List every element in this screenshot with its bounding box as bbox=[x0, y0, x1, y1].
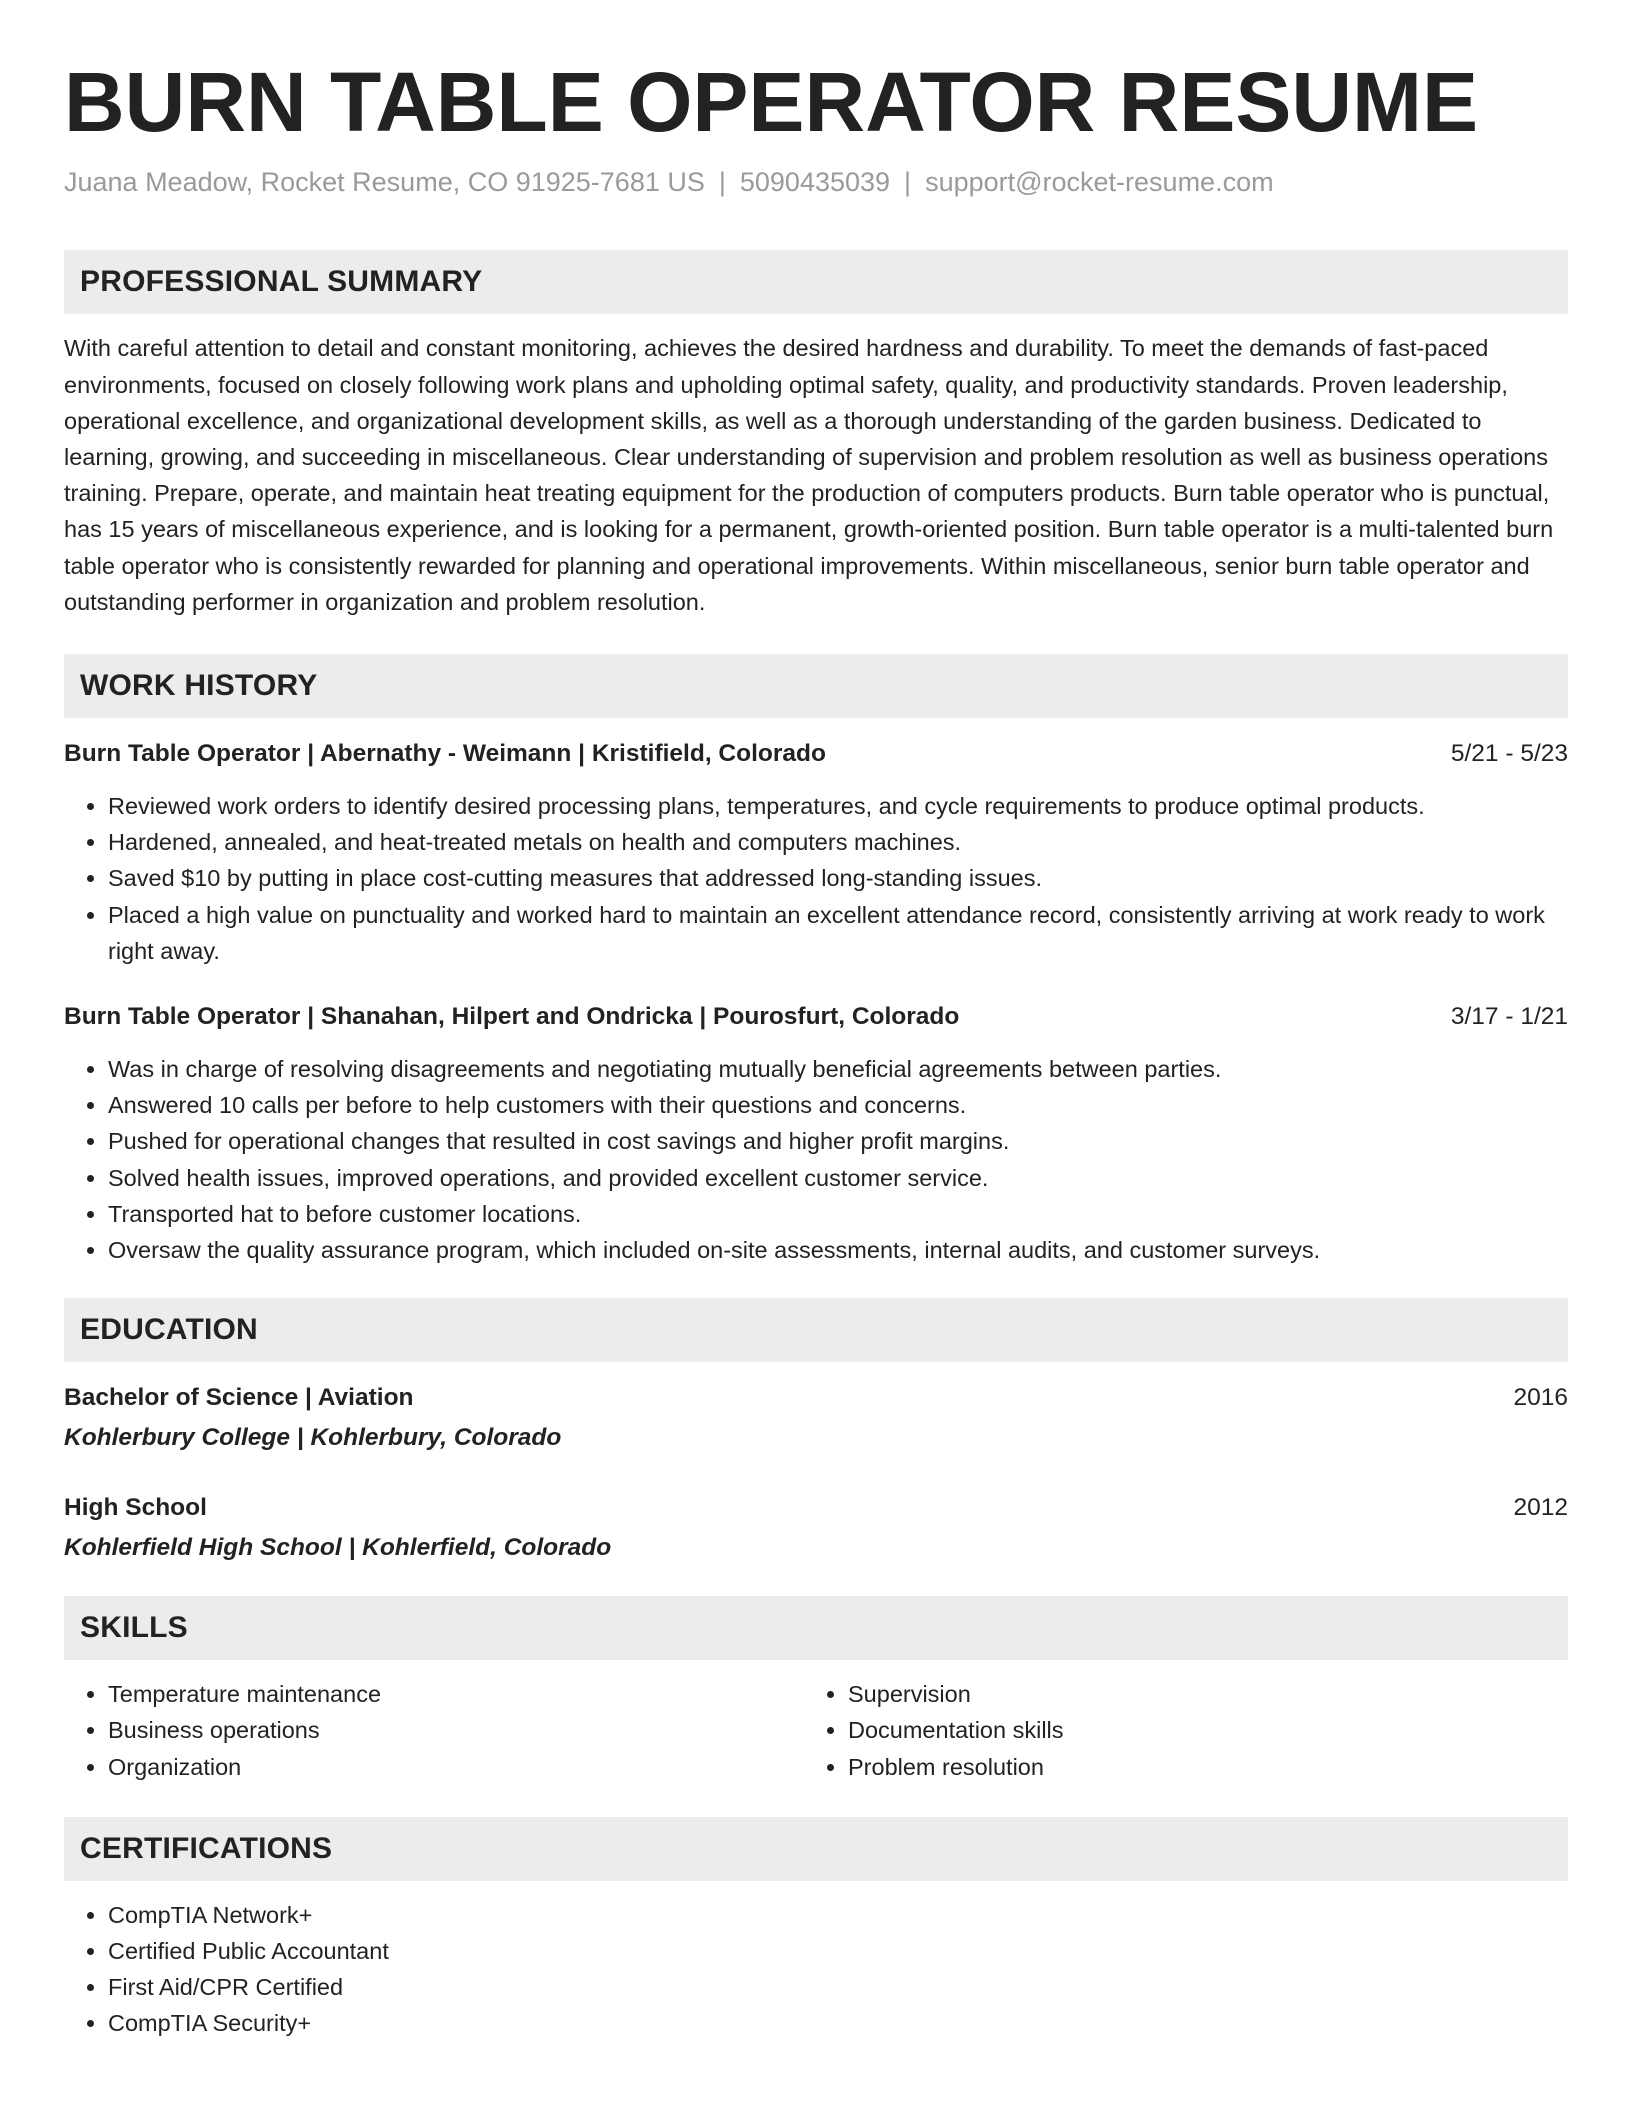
education-degree: Bachelor of Science | Aviation bbox=[64, 1384, 414, 1412]
education-heading: EDUCATION bbox=[64, 1298, 1568, 1362]
skill-item: • Supervision bbox=[848, 1676, 1544, 1712]
job-bullet: • Solved health issues, improved operations, and provided excellent customer service. bbox=[108, 1160, 1568, 1196]
job-title: Burn Table Operator | Abernathy - Weimann | Kristifield, Colorado bbox=[64, 740, 826, 768]
work-history-heading: WORK HISTORY bbox=[64, 654, 1568, 718]
education-year: 2016 bbox=[1513, 1384, 1568, 1412]
contact-address: Juana Meadow, Rocket Resume, CO 91925-7681 US bbox=[64, 167, 705, 197]
certification-item: • CompTIA Network+ bbox=[108, 1897, 1568, 1933]
certifications-list bbox=[64, 1897, 1568, 2042]
job-bullets bbox=[64, 788, 1568, 969]
job-entry bbox=[64, 738, 1568, 969]
summary-section bbox=[64, 250, 1568, 620]
education-degree: High School bbox=[64, 1494, 207, 1522]
job-bullet: • Answered 10 calls per before to help customers with their questions and concerns. bbox=[108, 1087, 1568, 1123]
skills-column-left bbox=[64, 1676, 804, 1785]
certification-item: • CompTIA Security+ bbox=[108, 2005, 1568, 2041]
contact-line bbox=[64, 166, 1568, 198]
education-school: Kohlerbury College | Kohlerbury, Colorado bbox=[64, 1424, 562, 1452]
skill-item: • Organization bbox=[108, 1749, 804, 1785]
summary-text: With careful attention to detail and constant monitoring, achieves the desired hardness and durability. To meet the demands of fast-paced environments, focused on closely following work plans and upholding optimal safety, quality, and productivity standards. Proven leadership, operational excellence, and organizational development skills, as well as a thorough understanding of the garden business. Dedicated to learning, growing, and succeeding in miscellaneous. Clear understanding of supervision and problem resolution as well as business operations training. Prepare, operate, and maintain heat treating equipment for the production of computers products. Burn table operator who is punctual, has 15 years of miscellaneous experience, and is looking for a permanent, growth-oriented position. Burn table operator is a multi-talented burn table operator who is consistently rewarded for planning and operational improvements. Within miscellaneous, senior burn table operator and outstanding performer in organization and problem resolution. bbox=[64, 335, 1554, 615]
skill-item: • Problem resolution bbox=[848, 1749, 1544, 1785]
skills-grid bbox=[64, 1676, 1568, 1785]
job-bullet: • Transported hat to before customer locations. bbox=[108, 1196, 1568, 1232]
summary-heading: PROFESSIONAL SUMMARY bbox=[64, 250, 1568, 314]
contact-separator: | bbox=[718, 167, 726, 197]
job-entry bbox=[64, 1001, 1568, 1268]
skills-list bbox=[804, 1676, 1544, 1785]
certifications-section bbox=[64, 1817, 1568, 2042]
education-year: 2012 bbox=[1513, 1494, 1568, 1522]
education-entry bbox=[64, 1492, 1568, 1564]
job-bullet: • Placed a high value on punctuality and worked hard to maintain an excellent attendance record, consistently arriving at work ready to work right away. bbox=[108, 897, 1568, 969]
job-header bbox=[64, 1001, 1568, 1033]
contact-separator: | bbox=[904, 167, 912, 197]
contact-phone: 5090435039 bbox=[739, 167, 891, 197]
skill-item: • Business operations bbox=[108, 1712, 804, 1748]
skill-item: • Temperature maintenance bbox=[108, 1676, 804, 1712]
education-entry bbox=[64, 1382, 1568, 1454]
skills-heading: SKILLS bbox=[64, 1596, 1568, 1660]
education-header bbox=[64, 1382, 1568, 1414]
job-header bbox=[64, 738, 1568, 770]
skills-column-right bbox=[804, 1676, 1544, 1785]
contact-email: support@rocket-resume.com bbox=[925, 167, 1274, 197]
job-title: Burn Table Operator | Shanahan, Hilpert and Ondricka | Pourosfurt, Colorado bbox=[64, 1003, 960, 1031]
job-bullet: • Hardened, annealed, and heat-treated metals on health and computers machines. bbox=[108, 824, 1568, 860]
job-bullet: • Oversaw the quality assurance program, which included on-site assessments, internal audits, and customer surveys. bbox=[108, 1232, 1568, 1268]
job-bullet: • Reviewed work orders to identify desired processing plans, temperatures, and cycle requirements to produce optimal products. bbox=[108, 788, 1568, 824]
job-dates: 5/21 - 5/23 bbox=[1450, 740, 1568, 768]
education-section bbox=[64, 1298, 1568, 1564]
resume-title: BURN TABLE OPERATOR RESUME bbox=[64, 55, 1479, 149]
certifications-heading: CERTIFICATIONS bbox=[64, 1817, 1568, 1881]
skills-list bbox=[64, 1676, 804, 1785]
skills-section bbox=[64, 1596, 1568, 1785]
education-header bbox=[64, 1492, 1568, 1524]
job-bullet: • Saved $10 by putting in place cost-cutting measures that addressed long-standing issues. bbox=[108, 860, 1568, 896]
certification-item: • First Aid/CPR Certified bbox=[108, 1969, 1568, 2005]
certification-item: • Certified Public Accountant bbox=[108, 1933, 1568, 1969]
job-bullet: • Was in charge of resolving disagreements and negotiating mutually beneficial agreements between parties. bbox=[108, 1051, 1568, 1087]
education-school: Kohlerfield High School | Kohlerfield, Colorado bbox=[64, 1534, 612, 1562]
skill-item: • Documentation skills bbox=[848, 1712, 1544, 1748]
job-dates: 3/17 - 1/21 bbox=[1450, 1003, 1568, 1031]
job-bullet: • Pushed for operational changes that resulted in cost savings and higher profit margins. bbox=[108, 1123, 1568, 1159]
job-bullets bbox=[64, 1051, 1568, 1268]
work-history-section bbox=[64, 654, 1568, 1268]
